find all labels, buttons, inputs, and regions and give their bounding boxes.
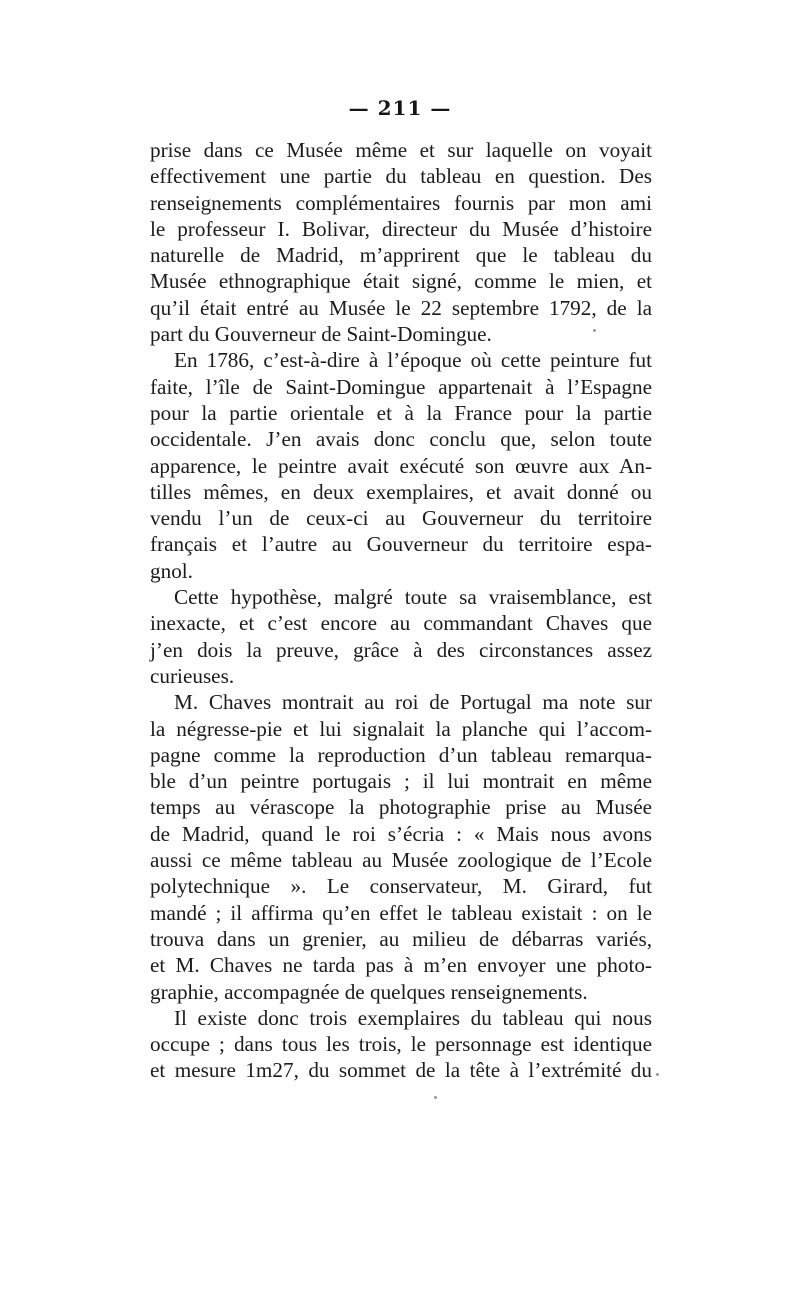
text-line: occidentale. J’en avais donc conclu que, selon toute	[150, 427, 652, 452]
text-line: vendu l’un de ceux-ci au Gouverneur du territoire	[150, 506, 652, 531]
text-line: apparence, le peintre avait exécuté son œuvre aux An-	[150, 453, 652, 478]
text-line: mandé ; il affirma qu’en effet le tableau existait : on le	[150, 900, 652, 925]
text-line: inexacte, et c’est encore au commandant Chaves que	[150, 611, 652, 636]
paragraph	[150, 137, 652, 347]
text-line: prise dans ce Musée même et sur laquelle on voyait	[150, 138, 652, 162]
text-line: effectivement une partie du tableau en question. Des	[150, 164, 652, 189]
text-line: occupe ; dans tous les trois, le personnage est identique	[150, 1032, 652, 1057]
text-line: Cette hypothèse, malgré toute sa vraisemblance, est	[174, 585, 652, 610]
text-line: pour la partie orientale et à la France pour la partie	[150, 400, 652, 425]
text-line: M. Chaves montrait au roi de Portugal ma note sur	[174, 690, 652, 715]
text-line: français et l’autre au Gouverneur du territoire espa-	[150, 532, 652, 557]
text-line: gnol.	[150, 558, 193, 583]
paragraph	[150, 347, 652, 584]
text-line: Musée ethnographique était signé, comme le mien, et	[150, 269, 652, 294]
paragraph	[150, 1005, 652, 1084]
text-line: temps au vérascope la photographie prise au Musée	[150, 795, 652, 820]
text-line: tilles mêmes, en deux exemplaires, et avait donné ou	[150, 479, 652, 504]
paragraph	[150, 689, 652, 1005]
text-line: renseignements complémentaires fournis par mon ami	[150, 190, 652, 215]
paragraph	[150, 584, 652, 689]
text-line: et mesure 1m27, du sommet de la tête à l’extrémité du	[150, 1058, 652, 1083]
text-line: ble d’un peintre portugais ; il lui montrait en même	[150, 769, 652, 794]
text-line: et M. Chaves ne tarda pas à m’en envoyer une photo-	[150, 953, 652, 978]
text-line: polytechnique ». Le conservateur, M. Girard, fut	[150, 874, 652, 899]
text-line: de Madrid, quand le roi s’écria : « Mais nous avons	[150, 821, 652, 846]
text-line: pagne comme la reproduction d’un tableau remarqua-	[150, 742, 652, 767]
text-line: aussi ce même tableau au Musée zoologique de l’Ecole	[150, 848, 652, 873]
text-line: part du Gouverneur de Saint-Domingue.	[150, 322, 492, 347]
paper-speck	[656, 1073, 659, 1076]
text-line: qu’il était entré au Musée le 22 septembre 1792, de la	[150, 295, 652, 320]
text-line: curieuses.	[150, 663, 235, 688]
paper-speck	[593, 329, 596, 332]
text-line: graphie, accompagnée de quelques renseignements.	[150, 979, 588, 1004]
text-line: la négresse-pie et lui signalait la planche qui l’accom-	[150, 716, 652, 741]
body-text	[150, 137, 652, 1084]
text-line: faite, l’île de Saint-Domingue appartenait à l’Espagne	[150, 374, 652, 399]
text-line: trouva dans un grenier, au milieu de débarras variés,	[150, 926, 652, 951]
text-line: le professeur I. Bolivar, directeur du Musée d’histoire	[150, 216, 652, 241]
paper-speck	[434, 1096, 437, 1099]
text-line: En 1786, c’est-à-dire à l’époque où cette peinture fut	[174, 348, 652, 373]
text-line: Il existe donc trois exemplaires du tableau qui nous	[174, 1005, 652, 1030]
page-number: — 211 —	[348, 96, 452, 120]
text-line: j’en dois la preuve, grâce à des circonstances assez	[150, 637, 652, 662]
text-line: naturelle de Madrid, m’apprirent que le tableau du	[150, 243, 652, 268]
